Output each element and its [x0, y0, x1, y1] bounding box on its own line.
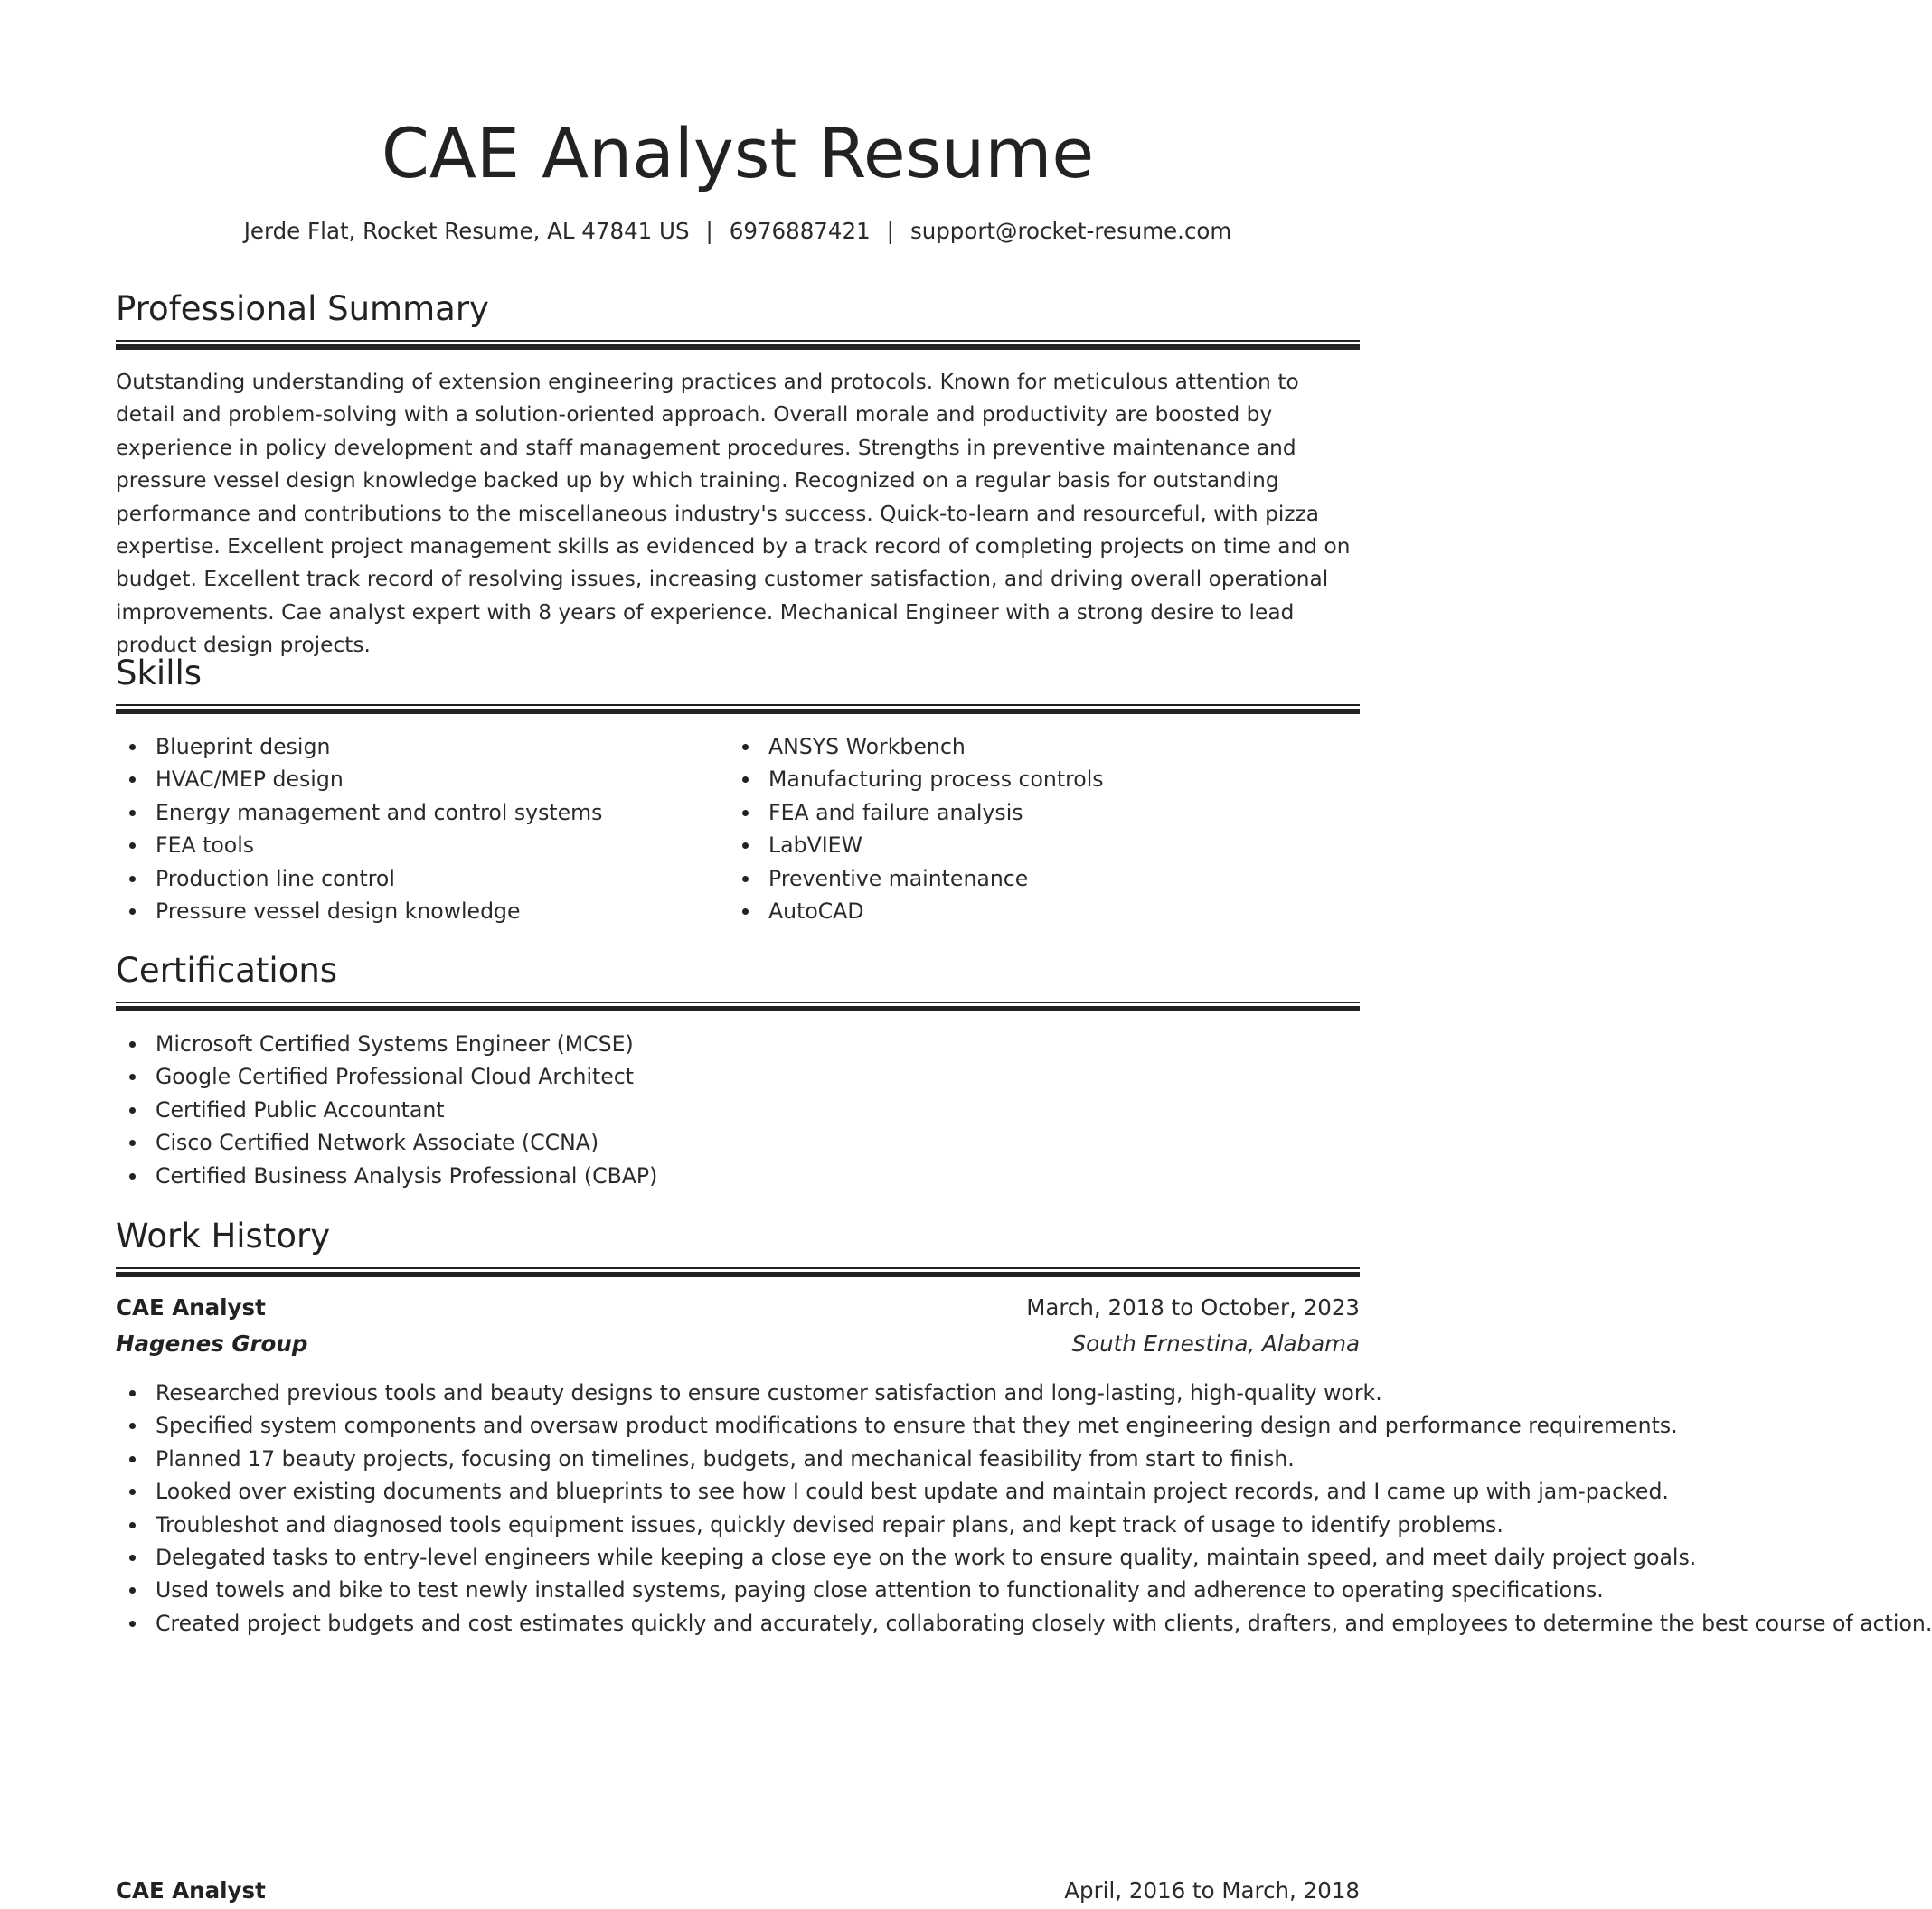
certification-item: Google Certified Professional Cloud Architect: [116, 1060, 1360, 1093]
certifications-list: [116, 1028, 1360, 1192]
job-duty: Used towels and bike to test newly installed systems, paying close attention to functionality and adherence to operating specifications.: [116, 1574, 1360, 1606]
certifications-section: [116, 949, 1360, 1192]
skills-list-left: [116, 730, 729, 927]
skill-item: HVAC/MEP design: [116, 763, 729, 795]
job-entry: [116, 1873, 1360, 1909]
job-header-row: [116, 1290, 1360, 1326]
contact-separator: |: [705, 218, 713, 244]
skill-item: Manufacturing process controls: [729, 763, 1342, 795]
contact-separator: |: [886, 218, 894, 244]
summary-section: [116, 287, 1360, 663]
job-location: South Ernestina, Alabama: [1071, 1331, 1360, 1357]
skill-item: ANSYS Workbench: [729, 730, 1342, 763]
skills-list-right: [729, 730, 1342, 927]
certifications-heading: Certifications: [116, 951, 338, 990]
skill-item: Preventive maintenance: [729, 862, 1342, 895]
certification-item: Certified Public Accountant: [116, 1094, 1360, 1126]
contact-email: support@rocket-resume.com: [909, 218, 1232, 244]
job-duty: Looked over existing documents and blueprints to see how I could best update and maintain project records, and I came up with jam-packed.: [116, 1475, 1360, 1508]
job-company-row: [116, 1326, 1360, 1362]
skill-item: LabVIEW: [729, 829, 1342, 861]
job-dates: April, 2016 to March, 2018: [1064, 1877, 1360, 1904]
job-company: Hagenes Group: [116, 1331, 308, 1357]
job-title: CAE Analyst: [116, 1294, 266, 1321]
certification-item: Certified Business Analysis Professional (CBAP): [116, 1160, 1360, 1192]
contact-line: [116, 215, 1360, 248]
contact-phone: 6976887421: [729, 218, 871, 244]
skill-item: AutoCAD: [729, 895, 1342, 927]
certification-item: Cisco Certified Network Associate (CCNA): [116, 1126, 1360, 1159]
skills-section: [116, 652, 1360, 927]
skill-item: Pressure vessel design knowledge: [116, 895, 729, 927]
job-header-row: [116, 1873, 1360, 1909]
contact-address: Jerde Flat, Rocket Resume, AL 47841 US: [243, 218, 690, 244]
section-rule: [116, 1002, 1360, 1013]
skill-item: FEA and failure analysis: [729, 796, 1342, 829]
job-duty: Specified system components and oversaw product modifications to ensure that they met engineering design and performance requirements.: [116, 1409, 1360, 1442]
skills-columns: [116, 716, 1360, 927]
section-rule: [116, 1267, 1360, 1279]
certification-item: Microsoft Certified Systems Engineer (MCSE): [116, 1028, 1360, 1060]
job-entry: [116, 1290, 1932, 1640]
job-duty: Delegated tasks to entry-level engineers while keeping a close eye on the work to ensure quality, maintain speed, and meet daily project goals.: [116, 1541, 1360, 1574]
skills-heading: Skills: [116, 654, 203, 692]
job-duty: Created project budgets and cost estimates quickly and accurately, collaborating closely with clients, drafters, and employees to determine the best course of action.: [116, 1607, 1360, 1640]
job-title: CAE Analyst: [116, 1877, 266, 1904]
work-heading: Work History: [116, 1217, 331, 1255]
resume-title: CAE Analyst Resume: [381, 113, 1095, 193]
summary-heading: Professional Summary: [116, 289, 489, 328]
work-section: [116, 1215, 1932, 1640]
section-rule: [116, 704, 1360, 716]
skill-item: Blueprint design: [116, 730, 729, 763]
skill-item: Production line control: [116, 862, 729, 895]
job-duty: Troubleshot and diagnosed tools equipment issues, quickly devised repair plans, and kept track of usage to identify problems.: [116, 1509, 1360, 1541]
section-rule: [116, 340, 1360, 352]
job-dates: March, 2018 to October, 2023: [1026, 1294, 1360, 1321]
job-duty: Researched previous tools and beauty designs to ensure customer satisfaction and long-lasting, high-quality work.: [116, 1377, 1360, 1409]
skill-item: FEA tools: [116, 829, 729, 861]
job-duties-list: [116, 1377, 1932, 1640]
summary-text: Outstanding understanding of extension engineering practices and protocols. Known for meticulous attention to detail and problem-solving with a solution-oriented approach. Overall morale and productivity are boosted by experience in policy development and staff management procedures. Strengths in preventive maintenance and pressure vessel design knowledge backed up by which training. Recognized on a regular basis for outstanding performance and contributions to the miscellaneous industry's success. Quick-to-learn and resourceful, with pizza expertise. Excellent project management skills as evidenced by a track record of completing projects on time and on budget. Excellent track record of resolving issues, increasing customer satisfaction, and driving overall operational improvements. Cae analyst expert with 8 years of experience. Mechanical Engineer with a strong desire to lead product design projects.: [116, 370, 1351, 658]
job-duty: Planned 17 beauty projects, focusing on timelines, budgets, and mechanical feasibility from start to finish.: [116, 1443, 1360, 1475]
skill-item: Energy management and control systems: [116, 796, 729, 829]
